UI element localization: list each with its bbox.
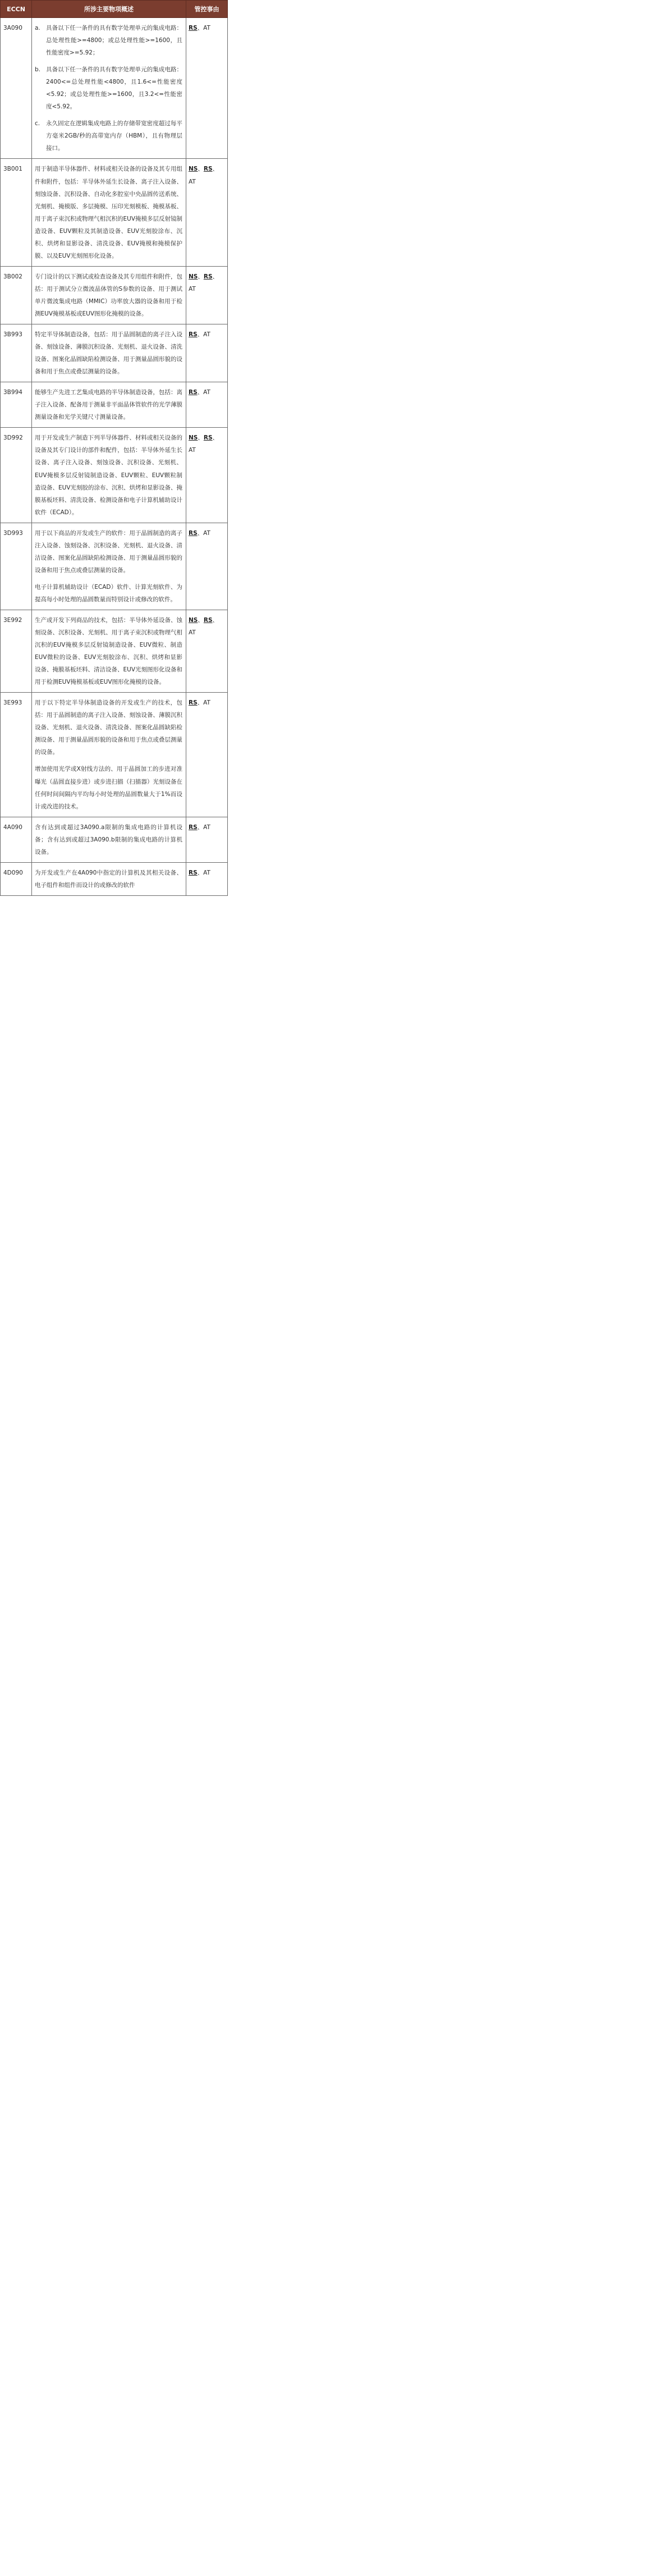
description-paragraph: 增加使用光学或X射线方法的、用于晶圆加工的步进对准曝光（晶圆直接步进）或步进扫描（扫描器）光刻设备在任何时间间隔内平均每小时处理的晶圆数量大于1%而设计或改进的技术。	[35, 766, 182, 810]
reason-code[interactable]: RS	[203, 166, 213, 173]
control-reasons	[186, 610, 228, 692]
reason-separator: 、	[197, 869, 204, 876]
reason-code: AT	[189, 178, 196, 185]
item-description	[32, 159, 186, 266]
eccn-code: 3B993	[1, 324, 32, 382]
control-reasons	[186, 523, 228, 610]
item-description	[32, 610, 186, 692]
eccn-table	[0, 0, 228, 896]
sub-item-text: 具备以下任一条件的具有数字处理单元的集成电路：2400<=总处理性能<4800，且1.6<=性能密度<5.92；或总处理性能>=1600，且3.2<=性能密度<5.92。	[46, 66, 182, 111]
description-paragraph: 为开发或生产在4A090中指定的计算机及其相关设备、电子组件和组件而设计的或修改的软件	[35, 869, 182, 889]
reason-separator: 、	[197, 823, 204, 831]
sub-item-text: 具备以下任一条件的具有数字处理单元的集成电路：总处理性能>=4800；或总处理性能>=1600，且性能密度>=5.92；	[46, 25, 182, 57]
reason-code: AT	[189, 285, 196, 292]
description-paragraph: 能够生产先进工艺集成电路的半导体制造设备，包括：离子注入设备、配备用于测量非平面晶体管软件的光学薄膜测量设备和光学关键尺寸测量设备。	[35, 389, 182, 421]
sub-item	[35, 22, 182, 59]
sub-item-marker: b.	[35, 66, 41, 74]
reason-code[interactable]: RS	[189, 869, 198, 876]
reason-code[interactable]: RS	[189, 331, 198, 338]
reason-code[interactable]: RS	[189, 529, 198, 537]
reason-separator: 、	[197, 699, 204, 707]
eccn-code: 3D993	[1, 523, 32, 610]
table-row	[1, 523, 228, 610]
header-description: 所涉主要物项概述	[32, 1, 186, 18]
description-paragraph: 特定半导体制造设备，包括：用于晶圆制造的离子注入设备、刻蚀设备、薄膜沉积设备、光刻机、退火设备、清洗设备、图案化晶圆缺陷检测设备、用于测量晶圆形貌的设备和用于焦点或叠层测量的设备。	[35, 331, 182, 376]
sub-item	[35, 63, 182, 113]
control-reasons	[186, 693, 228, 817]
eccn-code: 3E992	[1, 610, 32, 692]
item-description	[32, 693, 186, 817]
item-description	[32, 817, 186, 862]
eccn-code: 3A090	[1, 18, 32, 159]
reason-code[interactable]: NS	[189, 273, 198, 280]
reason-code[interactable]: RS	[203, 434, 213, 442]
eccn-code: 3B001	[1, 159, 32, 266]
reason-code: AT	[203, 331, 210, 338]
reason-separator: 、	[198, 166, 204, 173]
table-row	[1, 18, 228, 159]
eccn-code: 4D090	[1, 862, 32, 895]
reason-code: AT	[203, 25, 210, 31]
item-description	[32, 862, 186, 895]
sub-item	[35, 117, 182, 154]
reason-code[interactable]: NS	[189, 616, 198, 624]
reason-code: AT	[203, 699, 210, 707]
reason-separator: 、	[198, 616, 204, 624]
reason-code[interactable]: RS	[189, 699, 198, 707]
eccn-code: 4A090	[1, 817, 32, 862]
description-paragraph: 用于以下特定半导体制造设备的开发或生产的技术，包括：用于晶圆制造的离子注入设备、刻蚀设备、薄膜沉积设备、光刻机、退火设备、清洗设备、图案化晶圆缺陷检测设备、用于测量晶圆形貌的设备和用于焦点或叠层测量的设备。	[35, 699, 182, 756]
reason-code[interactable]: RS	[203, 273, 213, 280]
sub-item-text: 永久固定在逻辑集成电路上的存储带宽密度超过每平方毫米2GB/秒的高带宽内存（HBM），且有物理层接口。	[46, 120, 182, 152]
table-row	[1, 266, 228, 324]
reason-separator: 、	[197, 331, 204, 338]
reason-code: AT	[189, 629, 196, 637]
reason-separator: 、	[197, 25, 204, 31]
sub-item-list	[35, 22, 182, 154]
reason-code: AT	[203, 389, 210, 396]
description-paragraph: 用于制造半导体器件、材料或相关设备的设备及其专用组件和附件，包括：半导体外延生长设备、离子注入设备、刻蚀设备、沉积设备、自动化多腔室中央晶圆传送系统、光刻机、掩模版、多层掩模、压印光刻模板、掩模基板、用于离子束沉积或物理气相沉积的EUV掩模多层反射镜制造设备、EUV颗粒及其制造设备、EUV光刻胶涂布、沉积、烘烤和显影设备、清洗设备、EUV掩模和掩模保护膜、以及EUV光刻图形化设备。	[35, 166, 183, 259]
reason-code: AT	[189, 447, 196, 454]
reason-code: AT	[203, 529, 210, 537]
reason-separator: 、	[212, 616, 219, 624]
table-row	[1, 382, 228, 428]
reason-code[interactable]: RS	[189, 389, 198, 396]
reason-separator: 、	[212, 273, 219, 280]
description-paragraph: 生产或开发下列商品的技术，包括：半导体外延设备、蚀刻设备、沉积设备、光刻机、用于离子束沉积或物理气相沉积的EUV掩模多层反射镜制造设备、EUV微粒、制造EUV微粒的设备、EUV光刻胶涂布、沉积、烘烤和显影设备、掩膜基板坯料、清洁设备、EUV光刻图形化设备和用于检测EUV掩模基板或EUV图形化掩模的设备。	[35, 616, 183, 686]
description-paragraph: 含有达到或超过3A090.a限制的集成电路的计算机设备；含有达到或超过3A090.b限制的集成电路的计算机设备。	[35, 823, 182, 855]
control-reasons	[186, 862, 228, 895]
reason-separator: 、	[197, 389, 204, 396]
eccn-code: 3B002	[1, 266, 32, 324]
table-row	[1, 159, 228, 266]
reason-code[interactable]: RS	[189, 25, 198, 31]
eccn-code: 3B994	[1, 382, 32, 428]
eccn-code: 3D992	[1, 428, 32, 523]
table-body	[1, 18, 228, 896]
reason-code[interactable]: NS	[189, 434, 198, 442]
header-eccn: ECCN	[1, 1, 32, 18]
description-paragraph: 用于以下商品的开发或生产的软件：用于晶圆制造的离子注入设备、蚀刻设备、沉积设备、光刻机、退火设备、清洁设备、图案化晶圆缺陷检测设备、用于测量晶圆形貌的设备和用于焦点或叠层测量的设备。	[35, 529, 182, 574]
control-reasons	[186, 266, 228, 324]
table-row	[1, 610, 228, 692]
control-reasons	[186, 324, 228, 382]
table-header	[1, 1, 228, 18]
control-reasons	[186, 382, 228, 428]
reason-code[interactable]: RS	[189, 823, 198, 831]
reason-separator: 、	[198, 434, 204, 442]
table-row	[1, 817, 228, 862]
control-reasons	[186, 428, 228, 523]
item-description	[32, 382, 186, 428]
control-reasons	[186, 159, 228, 266]
reason-separator: 、	[198, 273, 204, 280]
item-description	[32, 428, 186, 523]
description-paragraph: 用于开发或生产制造下列半导体器件、材料或相关设备的设备及其专门设计的部件和配件，包括：半导体外延生长设备、离子注入设备、刻蚀设备、沉积设备、光刻机、EUV掩模多层反射镜制造设备、EUV颗粒、EUV颗粒制造设备、EUV光刻胶的涂布、沉积、烘烤和显影设备、掩膜基板坯料、清洗设备、检测设备和电子计算机辅助设计软件（ECAD）。	[35, 434, 183, 516]
table-row	[1, 693, 228, 817]
reason-separator: 、	[197, 529, 204, 537]
item-description	[32, 18, 186, 159]
reason-code[interactable]: NS	[189, 166, 198, 173]
sub-item-marker: c.	[35, 120, 40, 127]
reason-separator: 、	[212, 434, 219, 442]
table-row	[1, 324, 228, 382]
reason-code[interactable]: RS	[203, 616, 213, 624]
control-reasons	[186, 18, 228, 159]
item-description	[32, 523, 186, 610]
header-row	[1, 1, 228, 18]
control-reasons	[186, 817, 228, 862]
eccn-code: 3E993	[1, 693, 32, 817]
description-paragraph: 电子计算机辅助设计（ECAD）软件、计算光刻软件、为提高每小时处理的晶圆数量而特别设计或修改的软件。	[35, 583, 182, 603]
item-description	[32, 266, 186, 324]
sub-item-marker: a.	[35, 25, 40, 31]
item-description	[32, 324, 186, 382]
description-paragraph: 专门设计的以下测试或检查设备及其专用组件和附件，包括：用于测试分立微波晶体管的S参数的设备、用于测试单片微波集成电路（MMIC）功率放大器的设备和用于检测EUV掩模基板或EUV图形化掩模的设备。	[35, 273, 182, 317]
header-reasons: 管控事由	[186, 1, 228, 18]
reason-separator: 、	[212, 166, 219, 173]
table-row	[1, 428, 228, 523]
reason-code: AT	[203, 823, 210, 831]
reason-code: AT	[203, 869, 210, 876]
table-row	[1, 862, 228, 895]
